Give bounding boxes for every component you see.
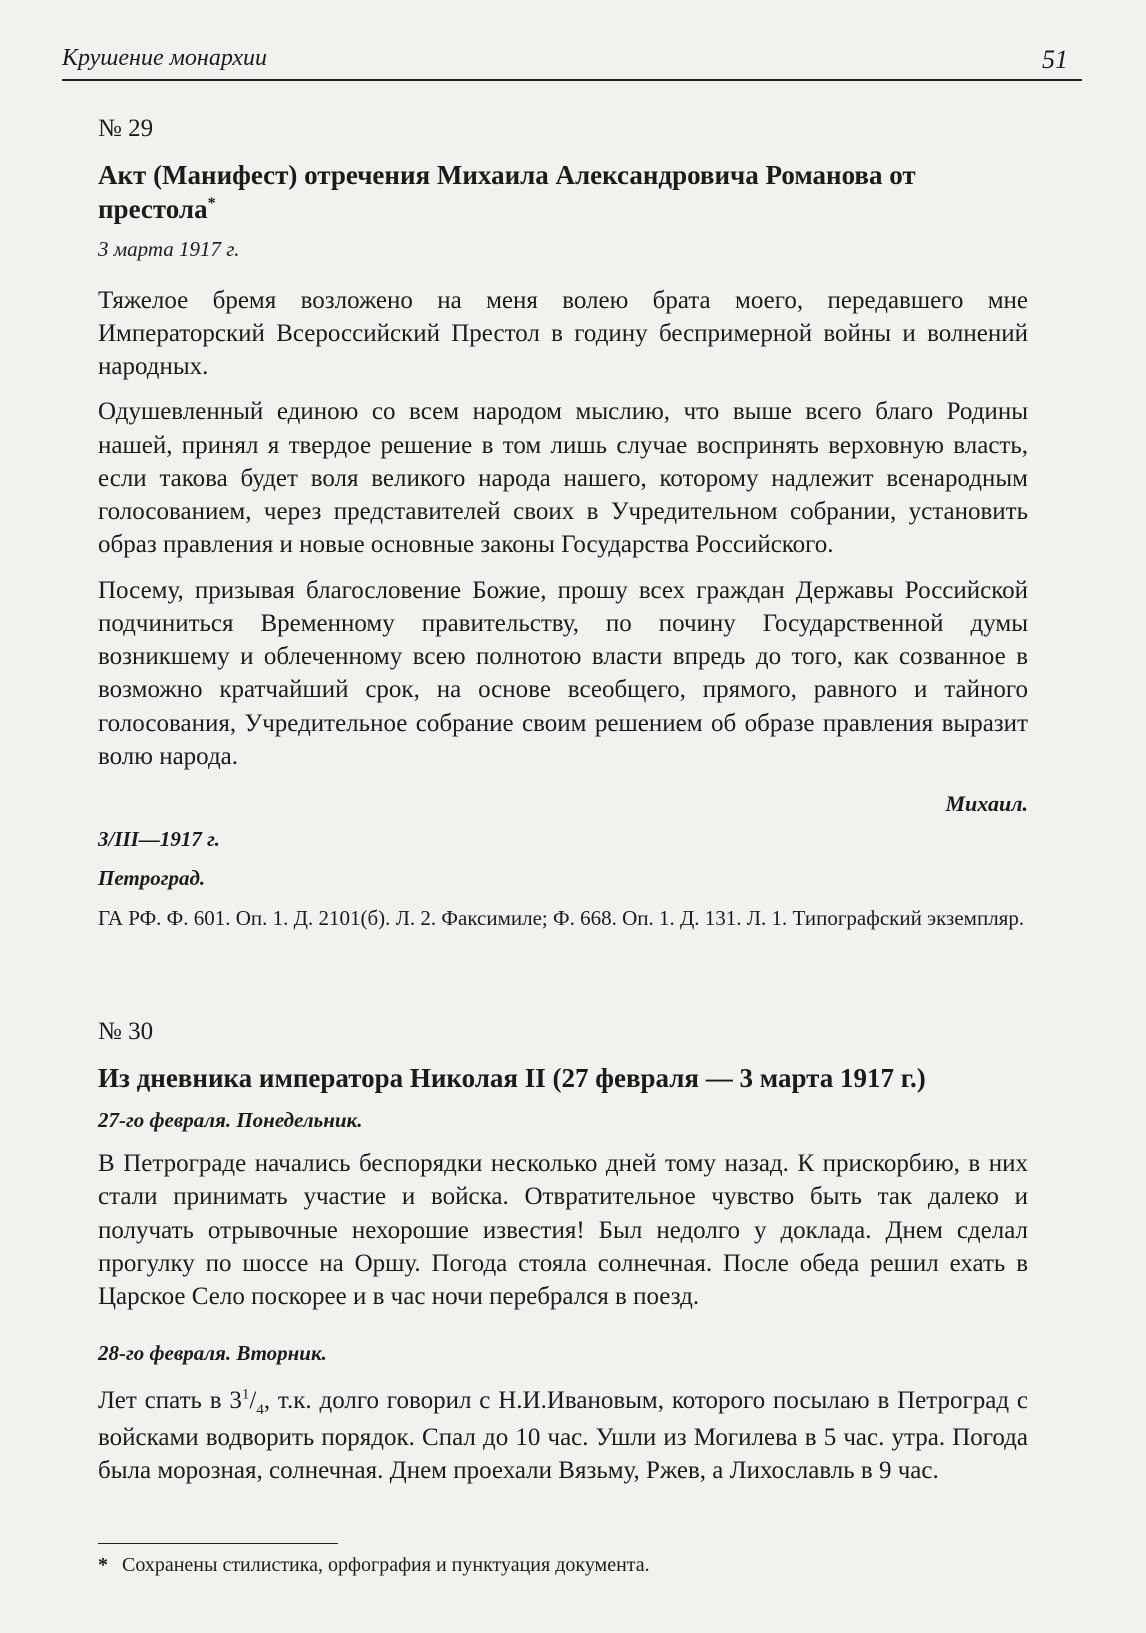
doc30-entry1-text: В Петрограде начались беспорядки несколько дней тому назад. К прискорбию, в них стали принимать участие и войска. Отвратительное чувство быть так далеко и получать отрывочные нехорошие известия! Был недолго у доклада. Днем сделал прогулку по шоссе на Оршу. Погода стояла солнечная. После обеда решил ехать в Царское Село поскорее и в час ночи перебрался в поезд. — [98, 1150, 1028, 1311]
fraction-numerator: 1 — [241, 1386, 250, 1403]
doc29-sign-date: 3/III—1917 г. — [98, 827, 220, 851]
footnote-divider — [98, 1543, 338, 1544]
doc29-paragraph-2: Одушевленный единою со всем народом мыслию, что выше всего благо Родины нашей, принял я твердое решение в том лишь случае воспринять верховную власть, если такова будет воля великого народа нашего, которому надлежит всенародным голосованием, через представителей своих в Учредительном собрании, установить образ правления и новые основные законы Государства Российского. — [98, 398, 1028, 559]
doc29-title-footnote-mark: * — [207, 194, 216, 212]
doc30-entry1-date: 27-го февраля. Понедельник. — [98, 1108, 363, 1133]
doc29-date: 3 марта 1917 г. — [98, 236, 240, 261]
doc29-number: № 29 — [98, 115, 154, 142]
page-content — [98, 115, 1028, 1488]
doc29-title-text: Акт (Манифест) отречения Михаила Александровича Романова от престола — [98, 160, 916, 224]
footnote-mark: * — [98, 1554, 108, 1576]
doc30-entry2-date: 28-го февраля. Вторник. — [98, 1341, 327, 1366]
doc29-paragraph-3: Посему, призывая благословение Божие, прошу всех граждан Державы Российской подчиниться Временному правительству, по почину Государственной думы возникшему и облеченному всею полнотою власти впредь до того, как созванное в возможно кратчайший срок, на основе всеобщего, прямого, равного и тайного голосования, Учредительное собрание своим решением об образе правления выразит волю народа. — [98, 576, 1028, 770]
fraction-denominator: 4 — [256, 1402, 264, 1419]
footnote — [98, 1554, 650, 1577]
doc29-title — [98, 159, 1028, 227]
doc29-archive-source: ГА РФ. Ф. 601. Оп. 1. Д. 2101(б). Л. 2. Факсимиле; Ф. 668. Оп. 1. Д. 131. Л. 1. Типографский экземпляр. — [98, 906, 1025, 930]
page-number: 51 — [1042, 45, 1068, 74]
doc30-entry2-text-start: Лет спать в 3 — [98, 1387, 242, 1415]
doc30-entry2-text: Лет спать в $3^1/_4$, т.к. долго говорил с Н.И.Ивановым, которого посылаю в Петроград с войсками водворить порядок. Спал до 10 час. Ушли из Могилева в 5 час. утра. Погода была морозная, солнечная. Днем проехали Вязьму, Ржев, а Лихославль в 9 час. — [98, 1386, 1028, 1485]
doc30-title: Из дневника императора Николая II (27 февраля — 3 марта 1917 г.) — [98, 1063, 926, 1094]
doc29-signature: Михаил. — [945, 791, 1028, 816]
doc29-place: Петроград. — [98, 866, 206, 890]
doc29-paragraph-1: Тяжелое бремя возложено на меня волею брата моего, передавшего мне Императорский Всероссийский Престол в годину беспримерной войны и волнений народных. — [98, 286, 1028, 380]
doc30-number: № 30 — [98, 1018, 154, 1046]
running-title: Крушение монархии — [62, 45, 267, 71]
footnote-text: Сохранены стилистика, орфография и пунктуация документа. — [122, 1554, 650, 1576]
doc30-entry2-text-rest: , т.к. долго говорил с Н.И.Ивановым, которого посылаю в Петроград с войсками водворить порядок. Спал до 10 час. Ушли из Могилева в 5 час. утра. Погода была морозная, солнечная. Днем проехали Вязьму, Ржев, а Лихославль в 9 час. — [98, 1387, 1028, 1485]
running-header — [62, 45, 1082, 81]
